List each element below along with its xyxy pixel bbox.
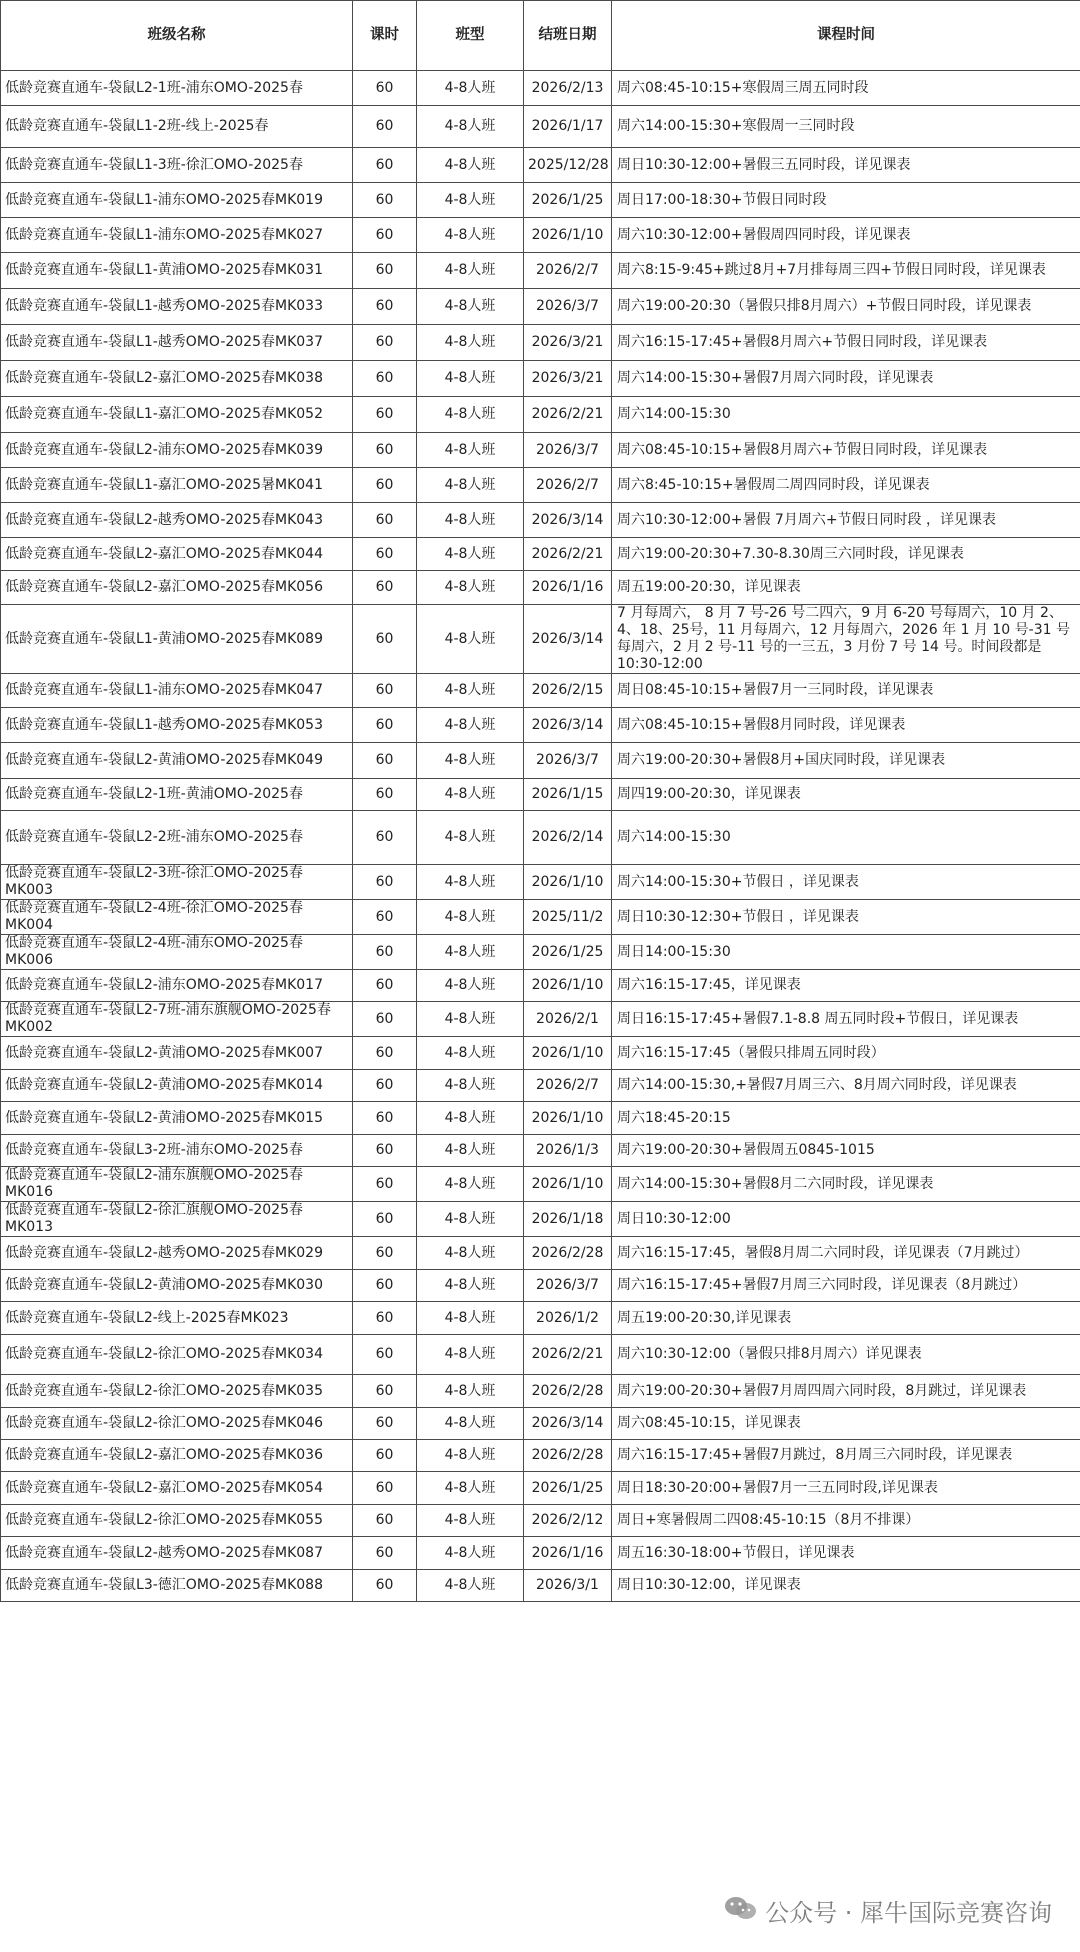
cell-class-name: 低龄竞赛直通车-袋鼠L2-越秀OMO-2025春MK043: [1, 503, 353, 538]
cell-end-date: 2026/1/10: [524, 1167, 612, 1202]
table-row: [1, 1002, 1080, 1037]
cell-class-name: 低龄竞赛直通车-袋鼠L2-4班-浦东OMO-2025春MK006: [1, 935, 353, 970]
cell-class-name: 低龄竞赛直通车-袋鼠L1-浦东OMO-2025春MK027: [1, 218, 353, 253]
cell-hours: 60: [353, 1037, 417, 1070]
cell-hours: 60: [353, 1237, 417, 1270]
cell-end-date: 2025/11/2: [524, 900, 612, 935]
cell-schedule: 7 月每周六， 8 月 7 号-26 号二四六，9 月 6-20 号每周六，10 月 2、4、18、25号，11 月每周六，12 月每周六，2026 年 1 月 10 号-31 号每周六，2 月 2 号-11 号的一三五，3 月份 7 号 14 号。时间段都是 10:30-12:00: [612, 605, 1080, 674]
cell-schedule: 周日10:30-12:00: [612, 1202, 1080, 1237]
cell-class-type: 4-8人班: [417, 503, 524, 538]
cell-hours: 60: [353, 900, 417, 935]
cell-class-name: 低龄竞赛直通车-袋鼠L2-黄浦OMO-2025春MK049: [1, 743, 353, 779]
cell-end-date: 2026/1/15: [524, 779, 612, 811]
cell-hours: 60: [353, 253, 417, 289]
cell-hours: 60: [353, 1537, 417, 1570]
cell-schedule: 周六10:30-12:00+暑假 7月周六+节假日同时段 ，详见课表: [612, 503, 1080, 538]
cell-end-date: 2026/3/7: [524, 1270, 612, 1302]
cell-class-type: 4-8人班: [417, 708, 524, 743]
table-row: [1, 674, 1080, 708]
cell-end-date: 2026/3/21: [524, 325, 612, 361]
cell-schedule: 周日17:00-18:30+节假日同时段: [612, 183, 1080, 218]
cell-class-name: 低龄竞赛直通车-袋鼠L2-1班-黄浦OMO-2025春: [1, 779, 353, 811]
cell-hours: 60: [353, 811, 417, 865]
cell-end-date: 2026/1/25: [524, 935, 612, 970]
cell-schedule: 周五19:00-20:30，详见课表: [612, 571, 1080, 605]
table-row: [1, 1037, 1080, 1070]
cell-end-date: 2026/1/25: [524, 183, 612, 218]
table-row: [1, 1440, 1080, 1472]
cell-schedule: 周六10:30-12:00+暑假周四同时段，详见课表: [612, 218, 1080, 253]
cell-hours: 60: [353, 1202, 417, 1237]
cell-end-date: 2026/1/3: [524, 1135, 612, 1167]
cell-end-date: 2026/2/7: [524, 253, 612, 289]
cell-end-date: 2026/3/14: [524, 708, 612, 743]
cell-hours: 60: [353, 674, 417, 708]
cell-class-name: 低龄竞赛直通车-袋鼠L2-徐汇OMO-2025春MK035: [1, 1375, 353, 1408]
cell-class-name: 低龄竞赛直通车-袋鼠L2-嘉汇OMO-2025春MK054: [1, 1472, 353, 1505]
wechat-icon: [723, 1895, 757, 1927]
cell-hours: 60: [353, 1408, 417, 1440]
cell-schedule: 周日10:30-12:00+暑假三五同时段，详见课表: [612, 148, 1080, 183]
cell-class-name: 低龄竞赛直通车-袋鼠L1-3班-徐汇OMO-2025春: [1, 148, 353, 183]
cell-class-type: 4-8人班: [417, 1002, 524, 1037]
cell-schedule: 周日10:30-12:00，详见课表: [612, 1570, 1080, 1602]
cell-end-date: 2026/3/7: [524, 289, 612, 325]
cell-class-type: 4-8人班: [417, 1202, 524, 1237]
cell-schedule: 周日10:30-12:30+节假日 ，详见课表: [612, 900, 1080, 935]
cell-class-name: 低龄竞赛直通车-袋鼠L2-黄浦OMO-2025春MK014: [1, 1070, 353, 1102]
cell-class-type: 4-8人班: [417, 1302, 524, 1335]
cell-class-name: 低龄竞赛直通车-袋鼠L1-越秀OMO-2025春MK033: [1, 289, 353, 325]
cell-hours: 60: [353, 1002, 417, 1037]
cell-class-type: 4-8人班: [417, 289, 524, 325]
cell-class-name: 低龄竞赛直通车-袋鼠L1-2班-线上-2025春: [1, 106, 353, 148]
cell-class-name: 低龄竞赛直通车-袋鼠L2-4班-徐汇OMO-2025春MK004: [1, 900, 353, 935]
cell-hours: 60: [353, 779, 417, 811]
table-row: [1, 900, 1080, 935]
cell-hours: 60: [353, 397, 417, 433]
cell-hours: 60: [353, 970, 417, 1002]
cell-class-name: 低龄竞赛直通车-袋鼠L2-黄浦OMO-2025春MK007: [1, 1037, 353, 1070]
cell-class-type: 4-8人班: [417, 1570, 524, 1602]
cell-hours: 60: [353, 1135, 417, 1167]
cell-class-type: 4-8人班: [417, 148, 524, 183]
cell-class-type: 4-8人班: [417, 71, 524, 106]
table-row: [1, 1237, 1080, 1270]
cell-schedule: 周六14:00-15:30: [612, 811, 1080, 865]
cell-class-type: 4-8人班: [417, 1335, 524, 1375]
cell-end-date: 2026/2/28: [524, 1440, 612, 1472]
table-row: [1, 1505, 1080, 1537]
cell-end-date: 2026/1/10: [524, 865, 612, 900]
table-row: [1, 433, 1080, 468]
cell-class-name: 低龄竞赛直通车-袋鼠L2-徐汇OMO-2025春MK034: [1, 1335, 353, 1375]
table-body: [1, 71, 1080, 1602]
cell-class-name: 低龄竞赛直通车-袋鼠L2-黄浦OMO-2025春MK015: [1, 1102, 353, 1135]
cell-end-date: 2026/3/14: [524, 605, 612, 674]
cell-hours: 60: [353, 1570, 417, 1602]
cell-class-name: 低龄竞赛直通车-袋鼠L2-越秀OMO-2025春MK087: [1, 1537, 353, 1570]
cell-class-type: 4-8人班: [417, 935, 524, 970]
cell-end-date: 2026/2/15: [524, 674, 612, 708]
cell-schedule: 周六19:00-20:30+暑假8月+国庆同时段，详见课表: [612, 743, 1080, 779]
table-row: [1, 361, 1080, 397]
cell-end-date: 2026/1/10: [524, 1037, 612, 1070]
table-row: [1, 468, 1080, 503]
cell-class-type: 4-8人班: [417, 605, 524, 674]
cell-end-date: 2026/3/14: [524, 1408, 612, 1440]
cell-schedule: 周五19:00-20:30,详见课表: [612, 1302, 1080, 1335]
cell-class-name: 低龄竞赛直通车-袋鼠L2-徐汇OMO-2025春MK046: [1, 1408, 353, 1440]
cell-class-type: 4-8人班: [417, 1237, 524, 1270]
cell-class-name: 低龄竞赛直通车-袋鼠L1-越秀OMO-2025春MK053: [1, 708, 353, 743]
cell-hours: 60: [353, 289, 417, 325]
cell-class-type: 4-8人班: [417, 779, 524, 811]
cell-class-name: 低龄竞赛直通车-袋鼠L2-浦东OMO-2025春MK017: [1, 970, 353, 1002]
table-row: [1, 1135, 1080, 1167]
cell-hours: 60: [353, 1375, 417, 1408]
cell-end-date: 2026/3/14: [524, 503, 612, 538]
cell-schedule: 周六14:00-15:30+暑假7月周六同时段，详见课表: [612, 361, 1080, 397]
cell-end-date: 2026/1/10: [524, 970, 612, 1002]
cell-hours: 60: [353, 605, 417, 674]
cell-end-date: 2026/1/10: [524, 218, 612, 253]
cell-hours: 60: [353, 571, 417, 605]
cell-class-type: 4-8人班: [417, 183, 524, 218]
header-row: [1, 1, 1080, 71]
cell-end-date: 2026/2/28: [524, 1375, 612, 1408]
cell-hours: 60: [353, 106, 417, 148]
cell-hours: 60: [353, 865, 417, 900]
watermark: [723, 1893, 1052, 1928]
watermark-text: 公众号 · 犀牛国际竞赛咨询: [765, 1899, 1052, 1927]
cell-schedule: 周六16:15-17:45，暑假8月周二六同时段，详见课表（7月跳过）: [612, 1237, 1080, 1270]
cell-class-name: 低龄竞赛直通车-袋鼠L2-7班-浦东旗舰OMO-2025春MK002: [1, 1002, 353, 1037]
cell-class-name: 低龄竞赛直通车-袋鼠L2-浦东旗舰OMO-2025春MK016: [1, 1167, 353, 1202]
cell-class-name: 低龄竞赛直通车-袋鼠L2-1班-浦东OMO-2025春: [1, 71, 353, 106]
cell-class-name: 低龄竞赛直通车-袋鼠L1-黄浦OMO-2025春MK031: [1, 253, 353, 289]
table-row: [1, 325, 1080, 361]
cell-schedule: 周六16:15-17:45（暑假只排周五同时段）: [612, 1037, 1080, 1070]
cell-class-type: 4-8人班: [417, 900, 524, 935]
cell-class-type: 4-8人班: [417, 468, 524, 503]
cell-class-type: 4-8人班: [417, 325, 524, 361]
cell-schedule: 周六14:00-15:30,+暑假7月周三六、8月周六同时段，详见课表: [612, 1070, 1080, 1102]
cell-hours: 60: [353, 1335, 417, 1375]
cell-schedule: 周六14:00-15:30+暑假8月二六同时段，详见课表: [612, 1167, 1080, 1202]
cell-schedule: 周六19:00-20:30+暑假7月周四周六同时段，8月跳过，详见课表: [612, 1375, 1080, 1408]
cell-class-name: 低龄竞赛直通车-袋鼠L2-嘉汇OMO-2025春MK036: [1, 1440, 353, 1472]
cell-class-name: 低龄竞赛直通车-袋鼠L2-徐汇旗舰OMO-2025春MK013: [1, 1202, 353, 1237]
cell-hours: 60: [353, 218, 417, 253]
cell-schedule: 周六14:00-15:30+节假日 ，详见课表: [612, 865, 1080, 900]
cell-hours: 60: [353, 1102, 417, 1135]
table-row: [1, 71, 1080, 106]
cell-class-type: 4-8人班: [417, 218, 524, 253]
cell-class-type: 4-8人班: [417, 1472, 524, 1505]
cell-end-date: 2026/2/21: [524, 397, 612, 433]
cell-class-name: 低龄竞赛直通车-袋鼠L1-黄浦OMO-2025春MK089: [1, 605, 353, 674]
cell-class-name: 低龄竞赛直通车-袋鼠L2-黄浦OMO-2025春MK030: [1, 1270, 353, 1302]
cell-class-type: 4-8人班: [417, 811, 524, 865]
table-row: [1, 1570, 1080, 1602]
cell-class-name: 低龄竞赛直通车-袋鼠L2-嘉汇OMO-2025春MK056: [1, 571, 353, 605]
cell-class-type: 4-8人班: [417, 433, 524, 468]
cell-end-date: 2026/3/1: [524, 1570, 612, 1602]
cell-class-name: 低龄竞赛直通车-袋鼠L2-3班-徐汇OMO-2025春MK003: [1, 865, 353, 900]
cell-class-type: 4-8人班: [417, 361, 524, 397]
cell-schedule: 周四19:00-20:30，详见课表: [612, 779, 1080, 811]
cell-end-date: 2026/1/25: [524, 1472, 612, 1505]
cell-class-type: 4-8人班: [417, 397, 524, 433]
cell-hours: 60: [353, 325, 417, 361]
cell-hours: 60: [353, 361, 417, 397]
cell-end-date: 2026/1/10: [524, 1102, 612, 1135]
cell-hours: 60: [353, 71, 417, 106]
cell-hours: 60: [353, 1167, 417, 1202]
table-row: [1, 1335, 1080, 1375]
cell-class-type: 4-8人班: [417, 1037, 524, 1070]
cell-schedule: 周六14:00-15:30: [612, 397, 1080, 433]
cell-schedule: 周六16:15-17:45，详见课表: [612, 970, 1080, 1002]
cell-schedule: 周五16:30-18:00+节假日，详见课表: [612, 1537, 1080, 1570]
table-row: [1, 1537, 1080, 1570]
cell-class-type: 4-8人班: [417, 743, 524, 779]
table-row: [1, 605, 1080, 674]
cell-end-date: 2026/2/7: [524, 468, 612, 503]
cell-schedule: 周六14:00-15:30+寒假周一三同时段: [612, 106, 1080, 148]
cell-schedule: 周六08:45-10:15+暑假8月周六+节假日同时段，详见课表: [612, 433, 1080, 468]
cell-class-name: 低龄竞赛直通车-袋鼠L2-越秀OMO-2025春MK029: [1, 1237, 353, 1270]
cell-hours: 60: [353, 183, 417, 218]
cell-hours: 60: [353, 503, 417, 538]
cell-class-type: 4-8人班: [417, 106, 524, 148]
cell-schedule: 周日08:45-10:15+暑假7月一三同时段，详见课表: [612, 674, 1080, 708]
cell-end-date: 2026/1/2: [524, 1302, 612, 1335]
cell-class-type: 4-8人班: [417, 1270, 524, 1302]
cell-class-name: 低龄竞赛直通车-袋鼠L2-浦东OMO-2025春MK039: [1, 433, 353, 468]
cell-class-name: 低龄竞赛直通车-袋鼠L1-嘉汇OMO-2025暑MK041: [1, 468, 353, 503]
cell-end-date: 2026/3/21: [524, 361, 612, 397]
cell-end-date: 2026/2/13: [524, 71, 612, 106]
col-header-hours: 课时: [353, 1, 417, 71]
cell-schedule: 周六08:45-10:15+寒假周三周五同时段: [612, 71, 1080, 106]
table-row: [1, 1408, 1080, 1440]
table-row: [1, 253, 1080, 289]
cell-class-name: 低龄竞赛直通车-袋鼠L1-浦东OMO-2025春MK047: [1, 674, 353, 708]
cell-schedule: 周六18:45-20:15: [612, 1102, 1080, 1135]
cell-schedule: 周日14:00-15:30: [612, 935, 1080, 970]
cell-hours: 60: [353, 743, 417, 779]
cell-hours: 60: [353, 1270, 417, 1302]
cell-schedule: 周六08:45-10:15，详见课表: [612, 1408, 1080, 1440]
cell-class-type: 4-8人班: [417, 1375, 524, 1408]
cell-schedule: 周六19:00-20:30+7.30-8.30周三六同时段，详见课表: [612, 538, 1080, 571]
cell-class-type: 4-8人班: [417, 1408, 524, 1440]
table-row: [1, 289, 1080, 325]
cell-class-name: 低龄竞赛直通车-袋鼠L3-2班-浦东OMO-2025春: [1, 1135, 353, 1167]
table-row: [1, 708, 1080, 743]
cell-end-date: 2026/1/16: [524, 1537, 612, 1570]
cell-hours: 60: [353, 935, 417, 970]
cell-end-date: 2026/2/12: [524, 1505, 612, 1537]
cell-schedule: 周六8:15-9:45+跳过8月+7月排每周三四+节假日同时段，详见课表: [612, 253, 1080, 289]
col-header-type: 班型: [417, 1, 524, 71]
cell-class-name: 低龄竞赛直通车-袋鼠L2-徐汇OMO-2025春MK055: [1, 1505, 353, 1537]
table-row: [1, 1270, 1080, 1302]
table-row: [1, 397, 1080, 433]
cell-schedule: 周日16:15-17:45+暑假7.1-8.8 周五同时段+节假日，详见课表: [612, 1002, 1080, 1037]
table-row: [1, 935, 1080, 970]
cell-end-date: 2026/2/21: [524, 1335, 612, 1375]
cell-schedule: 周六8:45-10:15+暑假周二周四同时段，详见课表: [612, 468, 1080, 503]
cell-hours: 60: [353, 148, 417, 183]
table-row: [1, 106, 1080, 148]
table-row: [1, 1375, 1080, 1408]
cell-hours: 60: [353, 433, 417, 468]
table-row: [1, 1302, 1080, 1335]
cell-class-name: 低龄竞赛直通车-袋鼠L2-2班-浦东OMO-2025春: [1, 811, 353, 865]
cell-class-type: 4-8人班: [417, 970, 524, 1002]
cell-end-date: 2026/2/7: [524, 1070, 612, 1102]
table-row: [1, 148, 1080, 183]
table-row: [1, 1202, 1080, 1237]
cell-class-type: 4-8人班: [417, 1135, 524, 1167]
table-row: [1, 218, 1080, 253]
cell-end-date: 2026/1/18: [524, 1202, 612, 1237]
col-header-end-date: 结班日期: [524, 1, 612, 71]
cell-hours: 60: [353, 1505, 417, 1537]
cell-end-date: 2026/2/1: [524, 1002, 612, 1037]
table-row: [1, 1167, 1080, 1202]
cell-hours: 60: [353, 1302, 417, 1335]
cell-class-type: 4-8人班: [417, 538, 524, 571]
col-header-name: 班级名称: [1, 1, 353, 71]
cell-class-type: 4-8人班: [417, 1440, 524, 1472]
cell-end-date: 2026/3/7: [524, 743, 612, 779]
cell-end-date: 2026/2/14: [524, 811, 612, 865]
table-row: [1, 1472, 1080, 1505]
cell-class-name: 低龄竞赛直通车-袋鼠L1-越秀OMO-2025春MK037: [1, 325, 353, 361]
cell-class-name: 低龄竞赛直通车-袋鼠L2-嘉汇OMO-2025春MK044: [1, 538, 353, 571]
cell-class-type: 4-8人班: [417, 1070, 524, 1102]
cell-hours: 60: [353, 468, 417, 503]
cell-class-type: 4-8人班: [417, 674, 524, 708]
cell-class-name: 低龄竞赛直通车-袋鼠L1-嘉汇OMO-2025春MK052: [1, 397, 353, 433]
table-row: [1, 1070, 1080, 1102]
table-row: [1, 779, 1080, 811]
cell-end-date: 2026/1/17: [524, 106, 612, 148]
cell-schedule: 周六19:00-20:30（暑假只排8月周六）+节假日同时段，详见课表: [612, 289, 1080, 325]
cell-class-type: 4-8人班: [417, 1505, 524, 1537]
cell-class-type: 4-8人班: [417, 1167, 524, 1202]
table-row: [1, 538, 1080, 571]
cell-schedule: 周六08:45-10:15+暑假8月同时段，详见课表: [612, 708, 1080, 743]
table-row: [1, 1102, 1080, 1135]
cell-class-type: 4-8人班: [417, 1537, 524, 1570]
cell-schedule: 周六10:30-12:00（暑假只排8月周六）详见课表: [612, 1335, 1080, 1375]
cell-schedule: 周六16:15-17:45+暑假7月跳过，8月周三六同时段，详见课表: [612, 1440, 1080, 1472]
cell-end-date: 2026/1/16: [524, 571, 612, 605]
cell-class-name: 低龄竞赛直通车-袋鼠L1-浦东OMO-2025春MK019: [1, 183, 353, 218]
cell-end-date: 2025/12/28: [524, 148, 612, 183]
table-row: [1, 811, 1080, 865]
cell-hours: 60: [353, 1472, 417, 1505]
cell-schedule: 周日18:30-20:00+暑假7月一三五同时段,详见课表: [612, 1472, 1080, 1505]
cell-hours: 60: [353, 708, 417, 743]
cell-class-type: 4-8人班: [417, 1102, 524, 1135]
cell-hours: 60: [353, 538, 417, 571]
col-header-time: 课程时间: [612, 1, 1080, 71]
table-row: [1, 970, 1080, 1002]
cell-class-type: 4-8人班: [417, 253, 524, 289]
table-row: [1, 571, 1080, 605]
cell-end-date: 2026/2/28: [524, 1237, 612, 1270]
table-row: [1, 743, 1080, 779]
cell-schedule: 周日+寒暑假周二四08:45-10:15（8月不排课）: [612, 1505, 1080, 1537]
cell-schedule: 周六16:15-17:45+暑假8月周六+节假日同时段，详见课表: [612, 325, 1080, 361]
cell-end-date: 2026/3/7: [524, 433, 612, 468]
table-row: [1, 865, 1080, 900]
cell-class-name: 低龄竞赛直通车-袋鼠L3-德汇OMO-2025春MK088: [1, 1570, 353, 1602]
cell-hours: 60: [353, 1070, 417, 1102]
cell-schedule: 周六19:00-20:30+暑假周五0845-1015: [612, 1135, 1080, 1167]
cell-class-name: 低龄竞赛直通车-袋鼠L2-嘉汇OMO-2025春MK038: [1, 361, 353, 397]
table-row: [1, 183, 1080, 218]
cell-class-name: 低龄竞赛直通车-袋鼠L2-线上-2025春MK023: [1, 1302, 353, 1335]
cell-schedule: 周六16:15-17:45+暑假7月周三六同时段，详见课表（8月跳过）: [612, 1270, 1080, 1302]
table-row: [1, 503, 1080, 538]
cell-class-type: 4-8人班: [417, 571, 524, 605]
cell-class-type: 4-8人班: [417, 865, 524, 900]
cell-end-date: 2026/2/21: [524, 538, 612, 571]
cell-hours: 60: [353, 1440, 417, 1472]
